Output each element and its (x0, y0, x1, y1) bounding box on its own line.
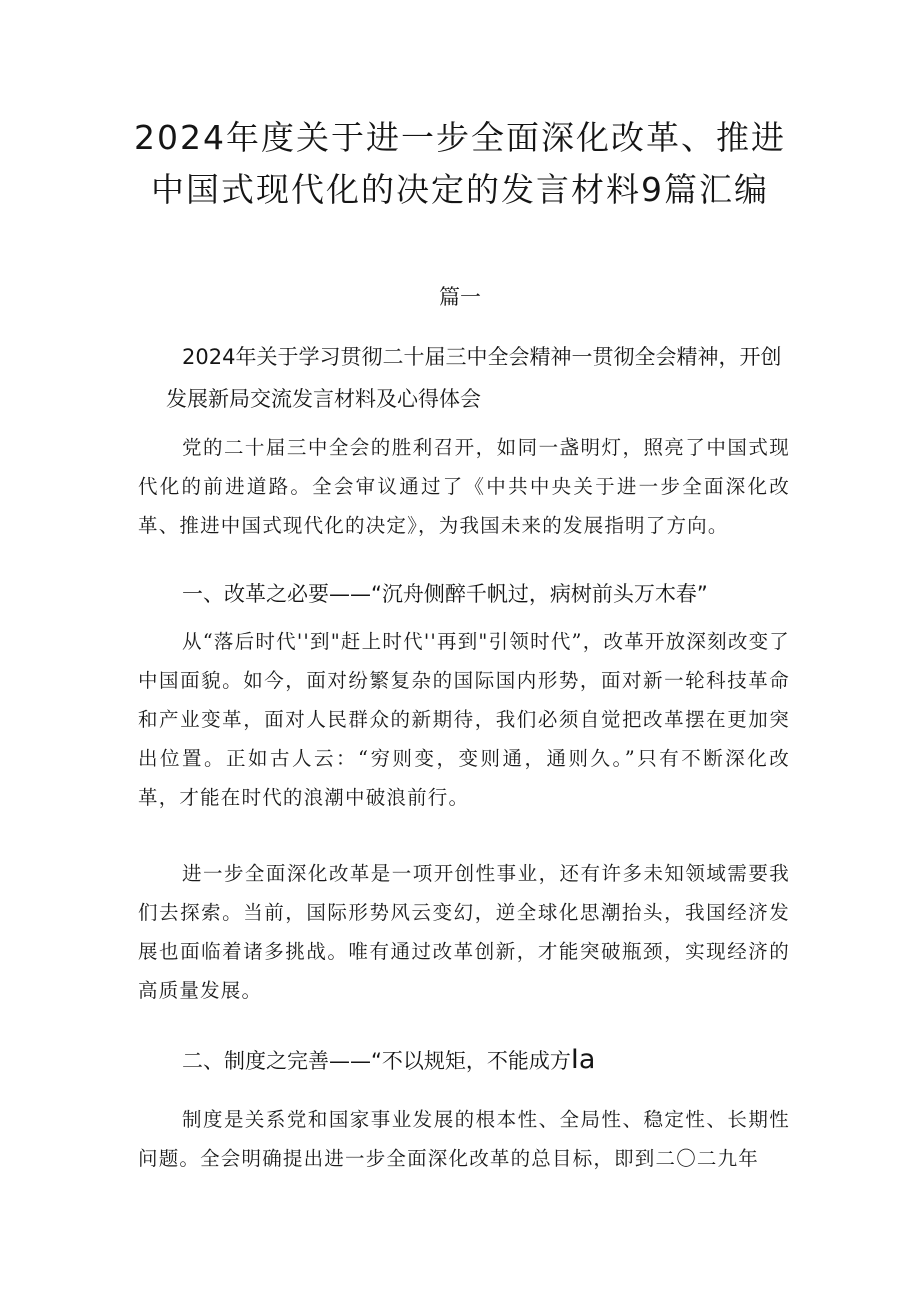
article-subtitle (138, 336, 798, 420)
title-line-1: 2024年度关于进一步全面深化改革、推进 (134, 118, 786, 157)
intro-paragraph: 党的二十届三中全会的胜利召开，如同一盏明灯，照亮了中国式现代化的前进道路。全会审议通过了《中共中央关于进一步全面深化改革、推进中国式现代化的决定》，为我国未来的发展指明了方向。 (138, 436, 790, 537)
body-paragraph-1: 从“落后时代''到"赶上时代''再到"引领时代”，改革开放深刻改变了中国面貌。如今，面对纷繁复杂的国际国内形势，面对新一轮科技革命和产业变革，面对人民群众的新期待，我们必须自觉把改革摆在更加突出位置。正如古人云：“穷则变，变则通，通则久。”只有不断深化改革，才能在时代的浪潮中破浪前行。 (138, 630, 790, 809)
section-heading-2-tail: Ia (570, 1044, 596, 1075)
body-paragraph-2: 进一步全面深化改革是一项开创性事业，还有许多未知领域需要我们去探索。当前，国际形势风云变幻，逆全球化思潮抬头，我国经济发展也面临着诸多挑战。唯有通过改革创新，才能突破瓶颈，实现经济的高质量发展。 (138, 862, 790, 1002)
subtitle-line-1: 2024年关于学习贯彻二十届三中全会精神一贯彻全会精神，开创 (182, 345, 782, 369)
section-heading-1: 一、改革之必要——“沉舟侧醉千帆过，病树前头万木春” (182, 582, 708, 606)
subtitle-line-2: 发展新局交流发言材料及心得体会 (166, 387, 481, 411)
section-heading-2-text: 二、制度之完善——“不以规矩，不能成方 (182, 1049, 571, 1073)
section-heading-2 (182, 1044, 802, 1077)
title-line-2: 中国式现代化的决定的发言材料9篇汇编 (151, 170, 769, 209)
body-paragraph-3: 制度是关系党和国家事业发展的根本性、全局性、稳定性、长期性问题。全会明确提出进一步全面深化改革的总目标，即到二〇二九年 (138, 1108, 790, 1170)
section-label: 篇一 (439, 285, 481, 309)
document-title (100, 112, 820, 216)
